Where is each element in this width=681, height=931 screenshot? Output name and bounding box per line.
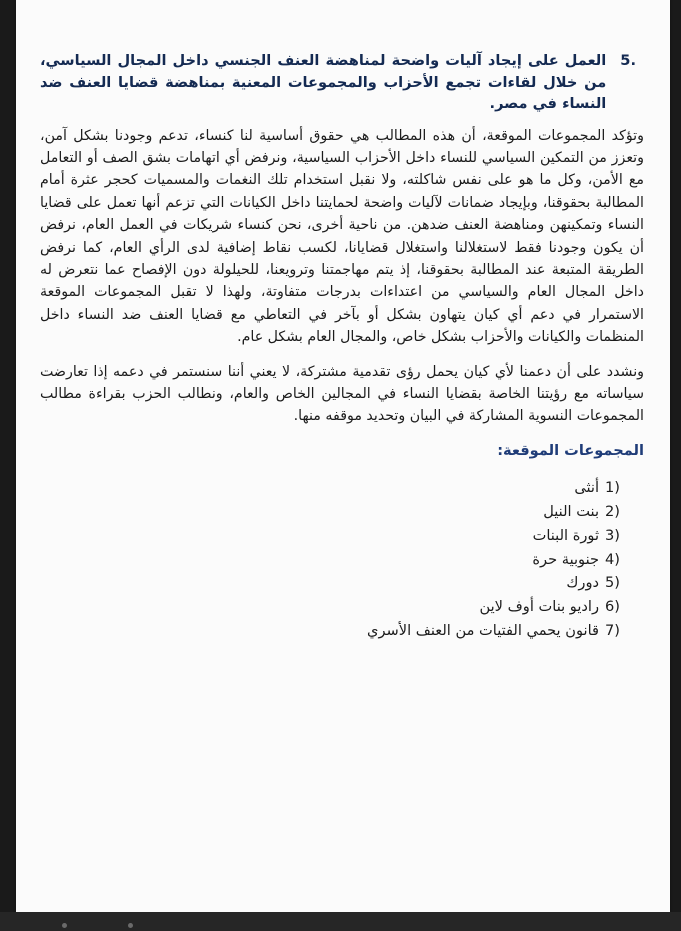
list-item — [40, 595, 620, 619]
list-item — [40, 476, 620, 500]
list-item-name: بنت النيل — [543, 502, 600, 520]
point-number: .5 — [620, 52, 636, 69]
signatories-list — [40, 476, 620, 643]
list-item-number: 4) — [605, 550, 620, 568]
list-item-name: راديو بنات أوف لاين — [479, 598, 600, 616]
list-item — [40, 548, 620, 572]
list-item — [40, 500, 620, 524]
list-item-name: جنوبية حرة — [532, 550, 600, 568]
list-item-number: 1) — [605, 479, 620, 497]
list-item-name: قانون يحمي الفتيات من العنف الأسري — [367, 621, 600, 639]
list-item-name: ثورة البنات — [532, 526, 600, 544]
point-text: العمل على إيجاد آليات واضحة لمناهضة العنف الجنسي داخل المجال السياسي، من خلال لقاءات تجمع الأحزاب والمجموعات المعنية بمناهضة قضايا العنف ضد النساء في مصر. — [40, 52, 607, 112]
list-item — [40, 619, 620, 643]
indicator-dot — [128, 923, 133, 928]
list-item-number: 5) — [605, 574, 620, 592]
indicator-dot — [62, 923, 67, 928]
demand-point-5 — [40, 50, 642, 115]
list-item-number: 7) — [605, 621, 620, 639]
signatories-heading: المجموعات الموقعة: — [497, 441, 644, 459]
list-item — [40, 524, 620, 548]
list-item-number: 3) — [605, 526, 620, 544]
viewer-bottom-bar — [0, 912, 681, 931]
document-content — [40, 50, 644, 643]
list-item-number: 6) — [605, 598, 620, 616]
body-paragraph-2: ونشدد على أن دعمنا لأي كيان يحمل رؤى تقدمية مشتركة، لا يعني أننا سنستمر في دعمه إذا تعارضت سياساته مع رؤيتنا الخاصة بقضايا النساء في المجالين الخاص والعام، ونطالب الحزب بقراءة مطالب المجموعات النسوية المشاركة في البيان وتحديد موقفه منها. — [40, 363, 644, 425]
list-item-number: 2) — [605, 502, 620, 520]
body-paragraph-1: وتؤكد المجموعات الموقعة، أن هذه المطالب هي حقوق أساسية لنا كنساء، تدعم وجودنا بشكل آمن، وتعزز من التمكين السياسي للنساء داخل الأحزاب السياسية، ونرفض أي اتهامات بشق الصف أو التعامل مع الأمن، وكل ما هو على نفس شاكلته، ولا نقبل استخدام تلك النغمات والمسميات كحجر عثرة أمام المطالبة بحقوقنا، وبإيجاد ضمانات لآليات واضحة لحمايتنا داخل الكيانات التي تزعم أنها تعمل على قضايا النساء وتمكينهن ومناهضة العنف ضدهن. من ناحية أخرى، نحن كنساء شريكات في العمل العام، نرفض أن يكون وجودنا فقط لاستغلالنا واستغلال قضايانا، لكسب نقاط إضافية لدى الرأي العام، كما نرفض الطريقة المتبعة عند المطالبة بحقوقنا، إذ يتم مهاجمتنا وترويعنا، للحيلولة دون الإفصاح عما نتعرض له داخل المجال العام والسياسي من اعتداءات بدرجات متفاوتة، ولهذا لا تقبل المجموعات الموقعة الاستمرار في دعم أي كيان يتهاون بشكل أو بآخر في التعاطي مع قضايا العنف ضد النساء داخل المنظمات والكيانات والأحزاب بشكل خاص، والمجال العام بشكل عام. — [40, 127, 644, 346]
list-item — [40, 571, 620, 595]
document-page — [16, 0, 670, 912]
list-item-name: أنثى — [574, 479, 600, 497]
list-item-name: دورك — [566, 574, 600, 592]
